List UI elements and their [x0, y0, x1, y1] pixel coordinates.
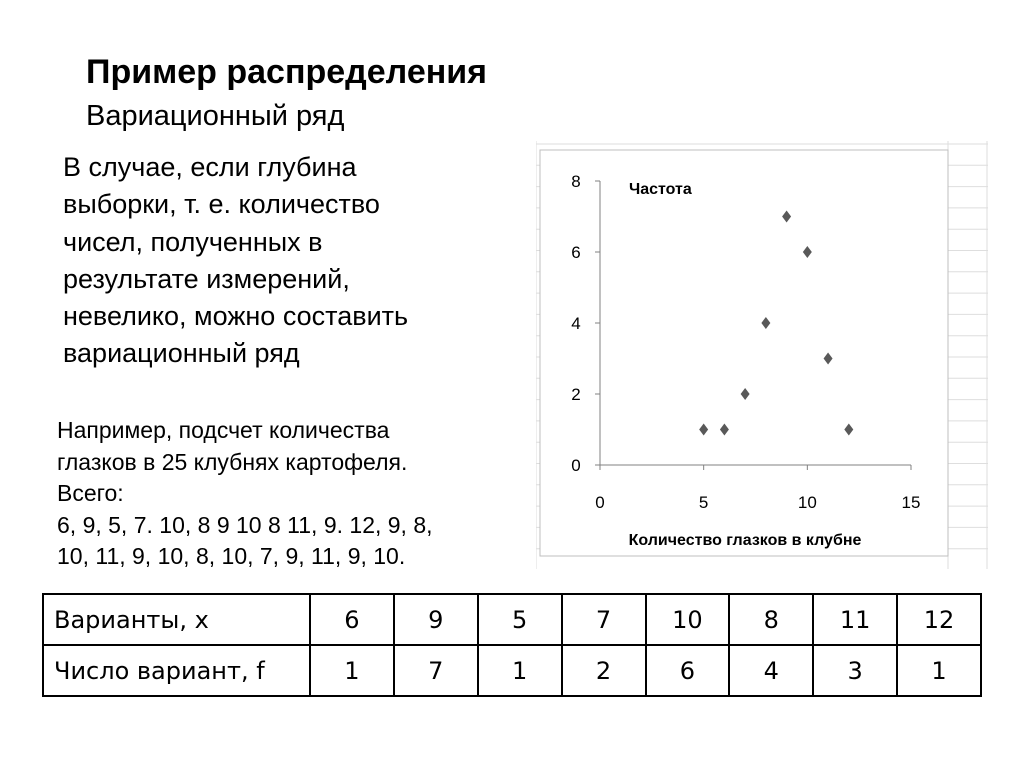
- row-label: Варианты, x: [43, 594, 310, 645]
- table-cell: 1: [310, 645, 394, 696]
- y-tick-label: 0: [571, 456, 581, 475]
- distribution-table: [42, 593, 982, 697]
- example-text: [57, 415, 537, 573]
- table-row: [43, 594, 981, 645]
- example-line: Всего:: [57, 480, 124, 506]
- intro-text: [63, 149, 523, 373]
- intro-line: выборки, т. е. количество: [63, 189, 380, 220]
- example-line: Например, подсчет количества: [57, 417, 390, 443]
- intro-line: результате измерений,: [63, 263, 350, 294]
- y-tick-label: 4: [571, 314, 581, 333]
- slide-title: Пример распределения: [86, 53, 488, 91]
- intro-line: чисел, полученных в: [63, 226, 323, 257]
- table-cell: 1: [897, 645, 981, 696]
- table-cell: 12: [897, 594, 981, 645]
- scatter-chart: [536, 141, 988, 569]
- example-line: 10, 11, 9, 10, 8, 10, 7, 9, 11, 9, 10.: [57, 543, 406, 569]
- intro-line: невелико, можно составить: [63, 301, 409, 332]
- series-label: Частота: [629, 181, 692, 198]
- intro-line: вариационный ряд: [63, 338, 300, 369]
- x-tick-label: 10: [797, 493, 817, 512]
- table-cell: 8: [729, 594, 813, 645]
- example-line: 6, 9, 5, 7. 10, 8 9 10 8 11, 9. 12, 9, 8,: [57, 511, 433, 538]
- row-label: Число вариант, f: [43, 645, 310, 696]
- table-cell: 10: [646, 594, 730, 645]
- table-cell: 1: [478, 645, 562, 696]
- x-tick-label: 5: [698, 493, 709, 512]
- table-cell: 4: [729, 645, 813, 696]
- chart-svg: [536, 141, 988, 569]
- x-tick-label: 0: [595, 493, 605, 512]
- table-cell: 11: [813, 594, 897, 645]
- table-cell: 9: [394, 594, 478, 645]
- slide-subtitle: Вариационный ряд: [86, 100, 345, 132]
- table-cell: 5: [478, 594, 562, 645]
- y-tick-label: 8: [571, 172, 581, 191]
- y-tick-label: 2: [571, 385, 581, 404]
- table-cell: 7: [562, 594, 646, 645]
- table-cell: 3: [813, 645, 897, 696]
- intro-line: В случае, если глубина: [63, 152, 357, 182]
- example-line: глазков в 25 клубнях картофеля.: [57, 448, 408, 475]
- table-cell: 7: [394, 645, 478, 696]
- table-cell: 2: [562, 645, 646, 696]
- table-row: [43, 645, 981, 696]
- x-tick-label: 15: [901, 493, 921, 512]
- x-axis-title: Количество глазков в клубне: [628, 532, 862, 549]
- y-tick-label: 6: [571, 243, 581, 262]
- table-cell: 6: [646, 645, 730, 696]
- table-cell: 6: [310, 594, 394, 645]
